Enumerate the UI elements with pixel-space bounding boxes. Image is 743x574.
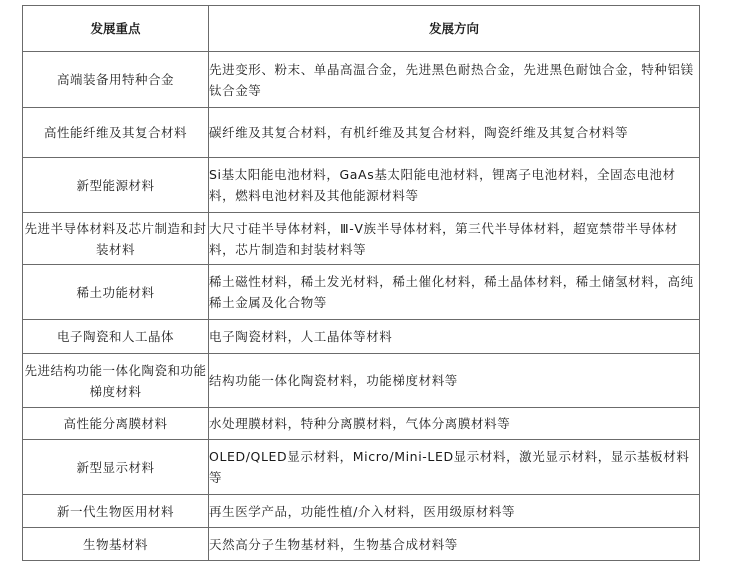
row-key: 生物基材料 (23, 528, 209, 561)
table-row (23, 495, 700, 528)
table-row (23, 213, 700, 265)
row-direction: 大尺寸硅半导体材料，Ⅲ-Ⅴ族半导体材料，第三代半导体材料，超宽禁带半导体材料，芯片制造和封装材料等 (209, 213, 700, 265)
table-row (23, 158, 700, 213)
development-table (22, 5, 700, 561)
row-direction: 电子陶瓷材料，人工晶体等材料 (209, 320, 700, 354)
row-direction: Si基太阳能电池材料，GaAs基太阳能电池材料，锂离子电池材料，全固态电池材料，燃料电池材料及其他能源材料等 (209, 158, 700, 213)
row-key: 高性能纤维及其复合材料 (23, 108, 209, 158)
row-key: 新型能源材料 (23, 158, 209, 213)
row-direction: 碳纤维及其复合材料，有机纤维及其复合材料，陶瓷纤维及其复合材料等 (209, 108, 700, 158)
row-key: 新一代生物医用材料 (23, 495, 209, 528)
table-row (23, 52, 700, 108)
header-key: 发展重点 (23, 6, 209, 52)
row-key: 稀土功能材料 (23, 265, 209, 320)
header-direction: 发展方向 (209, 6, 700, 52)
table-row (23, 108, 700, 158)
table-row (23, 265, 700, 320)
table-row (23, 354, 700, 408)
row-direction: 结构功能一体化陶瓷材料，功能梯度材料等 (209, 354, 700, 408)
row-direction: 稀土磁性材料，稀土发光材料，稀土催化材料，稀土晶体材料，稀土储氢材料，高纯稀土金属及化合物等 (209, 265, 700, 320)
row-direction: 天然高分子生物基材料，生物基合成材料等 (209, 528, 700, 561)
table-row (23, 408, 700, 440)
table-row (23, 320, 700, 354)
row-key: 先进结构功能一体化陶瓷和功能梯度材料 (23, 354, 209, 408)
row-key: 高端装备用特种合金 (23, 52, 209, 108)
row-key: 高性能分离膜材料 (23, 408, 209, 440)
table-row (23, 528, 700, 561)
table-header-row (23, 6, 700, 52)
row-direction: 再生医学产品，功能性植/介入材料，医用级原材料等 (209, 495, 700, 528)
row-key: 先进半导体材料及芯片制造和封装材料 (23, 213, 209, 265)
row-direction: OLED/QLED显示材料，Micro/Mini-LED显示材料，激光显示材料，显示基板材料等 (209, 440, 700, 495)
row-key: 新型显示材料 (23, 440, 209, 495)
table-row (23, 440, 700, 495)
row-direction: 先进变形、粉末、单晶高温合金，先进黑色耐热合金，先进黑色耐蚀合金，特种铝镁钛合金等 (209, 52, 700, 108)
row-key: 电子陶瓷和人工晶体 (23, 320, 209, 354)
row-direction: 水处理膜材料，特种分离膜材料，气体分离膜材料等 (209, 408, 700, 440)
